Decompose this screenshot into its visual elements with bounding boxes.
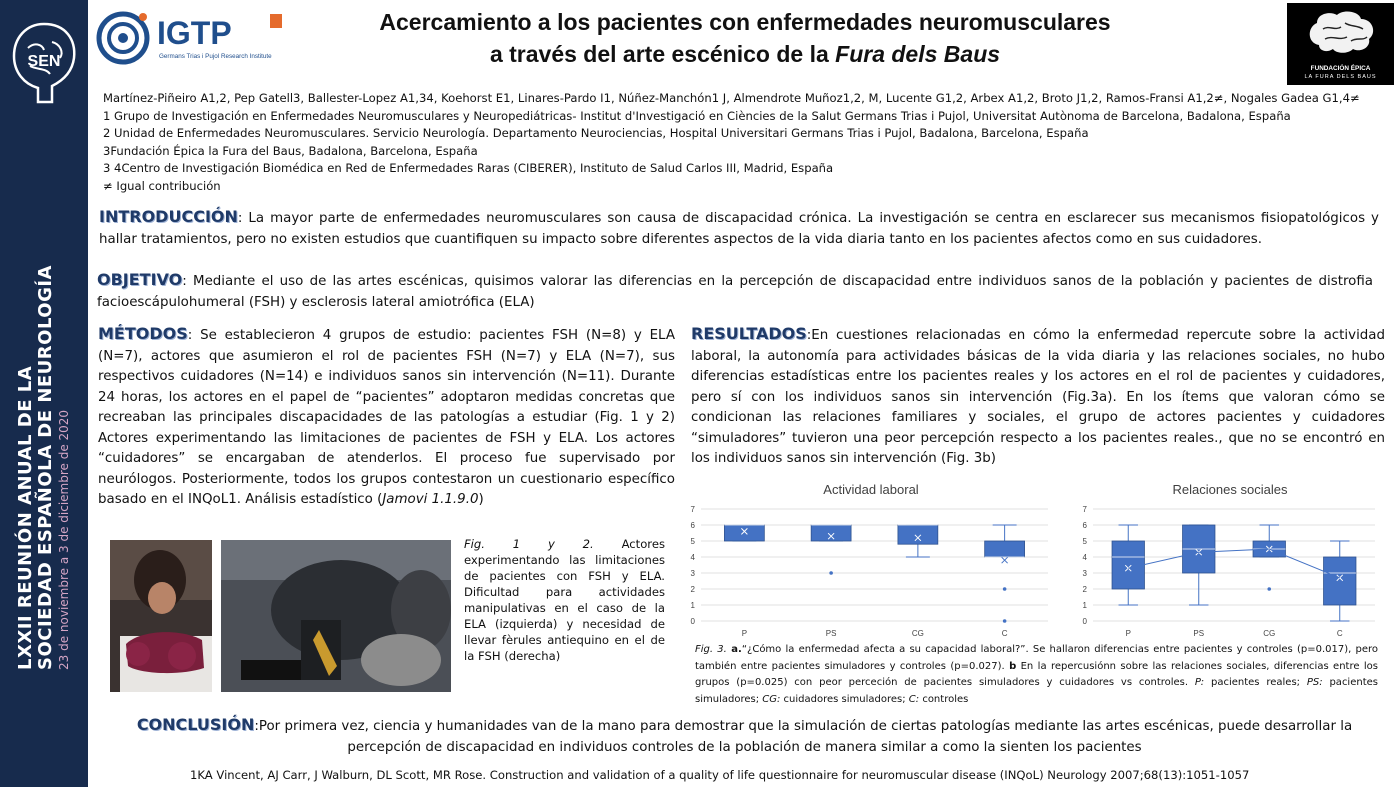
poster-title bbox=[300, 6, 1190, 70]
chart-b-ytick-label: 7 bbox=[1082, 505, 1087, 514]
igtp-logo bbox=[95, 8, 295, 68]
chart-a-ytick-label: 7 bbox=[690, 505, 695, 514]
igtp-subtitle: Germans Trias i Pujol Research Institute bbox=[159, 53, 272, 60]
reference: 1KA Vincent, AJ Carr, J Walburn, DL Scott, MR Rose. Construction and validation of a quality of life questionnaire for neuromuscular disease (INQoL) Neurology 2007;68(13):1051-1057 bbox=[190, 768, 1250, 782]
results-section bbox=[691, 324, 1385, 470]
conference-title-line2: SOCIEDAD ESPAÑOLA DE NEUROLOGÍA bbox=[35, 265, 56, 670]
boxplot-actividad-laboral bbox=[676, 478, 1056, 640]
chart-a-ytick-label: 3 bbox=[690, 569, 695, 578]
objective-section bbox=[97, 270, 1373, 313]
figure-3-caption: Fig. 3. a.“¿Cómo la enfermedad afecta a su capacidad laboral?”. Se hallaron diferencias entre pacientes y controles (p=0.017), pero también entre pacientes simuladores y controles (p=0.027). b En la repercusiónn sobre las relaciones sociales, diferencias entre los grupos (p=0.025) con peor perceción de pacientes simuladores y cuidadores vs controles. P: pacientes reales; PS: pacientes simuladores; CG: cuidadores simuladores; C: controles bbox=[695, 644, 1378, 705]
conference-title bbox=[15, 265, 72, 670]
chart-a-xtick-label: P bbox=[741, 629, 748, 638]
introduction-text: : La mayor parte de enfermedades neuromusculares son causa de discapacidad crónica. La investigación se centra en esclarecer sus mecanismos fisiopatológicos y hallar tratamientos, pero no existen estudios que cuantifiquen su impacto sobre diferentes aspectos de la vida diaria tanto en los pacientes afectos como en sus cuidadores. bbox=[99, 211, 1379, 247]
photo-caption-text: Actores experimentando las limitaciones de pacientes con FSH y ELA. Dificultad para actividades manipulativas en el caso de la ELA (izquierda) y necesidad de llevar fèrules antiequino en el de la FSH (derecha) bbox=[464, 537, 665, 663]
photo-caption bbox=[464, 536, 665, 664]
methods-software: Jamovi 1.1.9.0 bbox=[382, 492, 479, 507]
author-list: Martínez-Piñeiro A1,2, Pep Gatell3, Ballester-Lopez A1,34, Koehorst E1, Linares-Pardo I1, Núñez-Manchón1 J, Almendrote Muñoz1,2, M, Lucente G1,2, Arbex A1,2, Broto J1,2, Ramos-Fransi A1,2≠, Nogales Gadea G1,4≠ bbox=[103, 91, 1360, 105]
chart-b-box-P bbox=[1112, 541, 1144, 589]
chart-a-box-P bbox=[724, 525, 764, 541]
methods-text: : Se establecieron 4 grupos de estudio: pacientes FSH (N=8) y ELA (N=7), actores que asumieron el rol de pacientes FSH (N=7) y ELA (N=7), sus respectivos cuidadores (N=14) e individuos sanos sin intervención (N=11). Durante 24 horas, los actores en el papel de “pacientes” adoptaron medidas concretas que recreaban las principales discapacidades de las patologías a estudiar (Fig. 1 y 2) Actores experimentando las limitaciones de pacientes de FSH y ELA. Los actores “cuidadores” se encargaban de atenderlos. El proceso fue supervisado por neurólogos. Posteriormente, todos los grupos contestaron un cuestionario específico basado en el INQoL1. Análisis estadístico ( bbox=[98, 328, 675, 507]
affiliation-2: 2 Unidad de Enfermedades Neuromusculares. Servicio Neurología. Departamento Neurociencias, Hospital Universitari Germans Trias i Pujol, Badalona, Barcelona, España bbox=[103, 126, 1089, 140]
chart-a-ytick-label: 5 bbox=[690, 537, 695, 546]
chart-b-xtick-label: P bbox=[1125, 629, 1131, 638]
chart-a-outlier-PS bbox=[829, 571, 833, 575]
sen-brain-logo bbox=[8, 18, 80, 108]
objective-heading: OBJETIVO bbox=[97, 270, 183, 289]
conclusion-section bbox=[112, 714, 1377, 758]
brain-icon bbox=[1287, 3, 1394, 65]
results-text: :En cuestiones relacionadas en cómo la enfermedad repercute sobre la actividad laboral, la autonomía para actividades básicas de la vida diaria y las relaciones sociales, no hubo diferencias estadísticas entre los pacientes reales y los actores en el rol de pacientes y cuidadores, pero sí con los individuos sanos sin intervención (Fig.3a). En los ítems que valoran cómo se condicionan las relaciones familiares y sociales, el grupo de actores pacientes y cuidadores “simuladores” tuvieron una peor percepción respecto a los pacientes reales., que no se encontró en los individuos sanos sin intervención (Fig. 3b) bbox=[691, 328, 1385, 466]
conference-title-line1: LXXII REUNIÓN ANUAL DE LA bbox=[15, 365, 36, 670]
conclusion-heading: CONCLUSIÓN bbox=[136, 715, 255, 734]
sen-logo-text: SEN bbox=[27, 53, 61, 70]
chart-b-outlier-CG bbox=[1267, 587, 1271, 591]
chart-b-mean-line bbox=[1128, 549, 1340, 578]
fura-dels-baus-logo bbox=[1287, 3, 1394, 85]
chart-a-ytick-label: 1 bbox=[690, 601, 695, 610]
title-line1: Acercamiento a los pacientes con enfermedades neuromusculares bbox=[379, 9, 1111, 35]
photo-actor-fsh bbox=[221, 540, 451, 692]
chart-b-xtick-label: C bbox=[1336, 629, 1343, 638]
chart-a-title: Actividad laboral bbox=[823, 482, 919, 497]
chart-a-outlier-C bbox=[1003, 619, 1007, 623]
chart-b-ytick-label: 5 bbox=[1082, 537, 1087, 546]
conference-sidebar bbox=[0, 0, 88, 787]
conclusion-text: :Por primera vez, ciencia y humanidades van de la mano para demostrar que la simulación de ciertas patologías mediante las artes escénicas, puede desarrollar la percepción de discapacidad en individuos controles de la población de manera similar a como la sienten los pacientes bbox=[254, 719, 1353, 755]
chart-a-xtick-label: CG bbox=[911, 629, 924, 638]
chart-b-title: Relaciones sociales bbox=[1172, 482, 1288, 497]
authors-block bbox=[103, 90, 1360, 195]
fura-logo-line1: FUNDACIÓN ÉPICA bbox=[1310, 65, 1371, 72]
introduction-section bbox=[99, 207, 1379, 250]
chart-a-box-CG bbox=[898, 525, 938, 544]
methods-heading: MÉTODOS bbox=[98, 324, 188, 343]
chart-b-xtick-label: PS bbox=[1193, 629, 1205, 638]
photo-actor-ela bbox=[110, 540, 212, 692]
chart-a-ytick-label: 6 bbox=[690, 521, 695, 530]
chart-b-xtick-label: CG bbox=[1263, 629, 1276, 638]
affiliation-1: 1 Grupo de Investigación en Enfermedades Neuromusculares y Neuropediátricas- Institut d'Investigació en Ciències de la Salut Germans Trias i Pujol, Universitat Autònoma de Barcelona, Badalona, España bbox=[103, 108, 1291, 123]
chart-a-mean-marker-C bbox=[1002, 557, 1008, 563]
chart-a-ytick-label: 2 bbox=[690, 585, 695, 594]
title-emphasis: Fura dels Baus bbox=[835, 41, 1001, 67]
chart-a-outlier-C bbox=[1003, 587, 1007, 591]
chart-a-box-PS bbox=[811, 525, 851, 541]
equal-contribution-note: ≠ Igual contribución bbox=[103, 178, 221, 193]
chart-b-box-C bbox=[1324, 557, 1356, 605]
conference-dates: 23 de noviembre a 3 de diciembre de 2020 bbox=[57, 409, 71, 670]
results-heading: RESULTADOS bbox=[691, 324, 807, 343]
chart-a-xtick-label: PS bbox=[825, 629, 837, 638]
affiliation-4: 3 4Centro de Investigación Biomédica en Red de Enfermedades Raras (CIBERER), Instituto de Salud Carlos III, Madrid, España bbox=[103, 161, 834, 175]
fura-logo-line2: LA FURA DELS BAUS bbox=[1304, 74, 1377, 80]
chart-a-ytick-label: 4 bbox=[690, 553, 695, 562]
chart-b-ytick-label: 6 bbox=[1082, 521, 1087, 530]
objective-text: : Mediante el uso de las artes escénicas, quisimos valorar las diferencias en la percepción de discapacidad entre individuos sanos de la población y pacientes de distrofia facioescápulohumeral (FSH) y esclerosis lateral amiotrófica (ELA) bbox=[97, 274, 1373, 310]
chart-b-ytick-label: 2 bbox=[1082, 585, 1087, 594]
chart-b-ytick-label: 4 bbox=[1082, 553, 1087, 562]
affiliation-3: 3Fundación Épica la Fura del Baus, Badalona, Barcelona, España bbox=[103, 143, 478, 158]
introduction-heading: INTRODUCCIÓN bbox=[99, 207, 238, 226]
photo-caption-label: Fig. 1 y 2. bbox=[464, 537, 594, 551]
methods-section: MÉTODOS: Se establecieron 4 grupos de estudio: pacientes FSH (N=8) y ELA (N=7), actores que asumieron el rol de pacientes FSH (N=7) y ELA (N=7), sus respectivos cuidadores (N=14) e individuos sanos sin intervención (N=11). Durante 24 horas, los actores en el papel de “pacientes” adoptaron medidas concretas que recreaban las principales discapacidades de las patologías a estudiar (Fig. 1 y 2) Actores experimentando las limitaciones de pacientes de FSH y ELA. Los actores “cuidadores” se encargaban de atenderlos. El proceso fue supervisado por neurólogos. Posteriormente, todos los grupos contestaron un cuestionario específico basado en el INQoL1. Análisis estadístico (Jamovi 1.1.9.0) bbox=[98, 324, 675, 507]
chart-b-ytick-label: 0 bbox=[1082, 617, 1087, 626]
chart-a-ytick-label: 0 bbox=[690, 617, 695, 626]
boxplot-relaciones-sociales bbox=[1075, 478, 1375, 640]
title-line2: a través del arte escénico de la Fura dels Baus bbox=[489, 41, 1001, 67]
chart-b-ytick-label: 1 bbox=[1082, 601, 1087, 610]
chart-a-box-C bbox=[985, 541, 1025, 557]
igtp-name: IGTP bbox=[157, 15, 232, 51]
chart-a-xtick-label: C bbox=[1001, 629, 1008, 638]
chart-b-ytick-label: 3 bbox=[1082, 569, 1087, 578]
